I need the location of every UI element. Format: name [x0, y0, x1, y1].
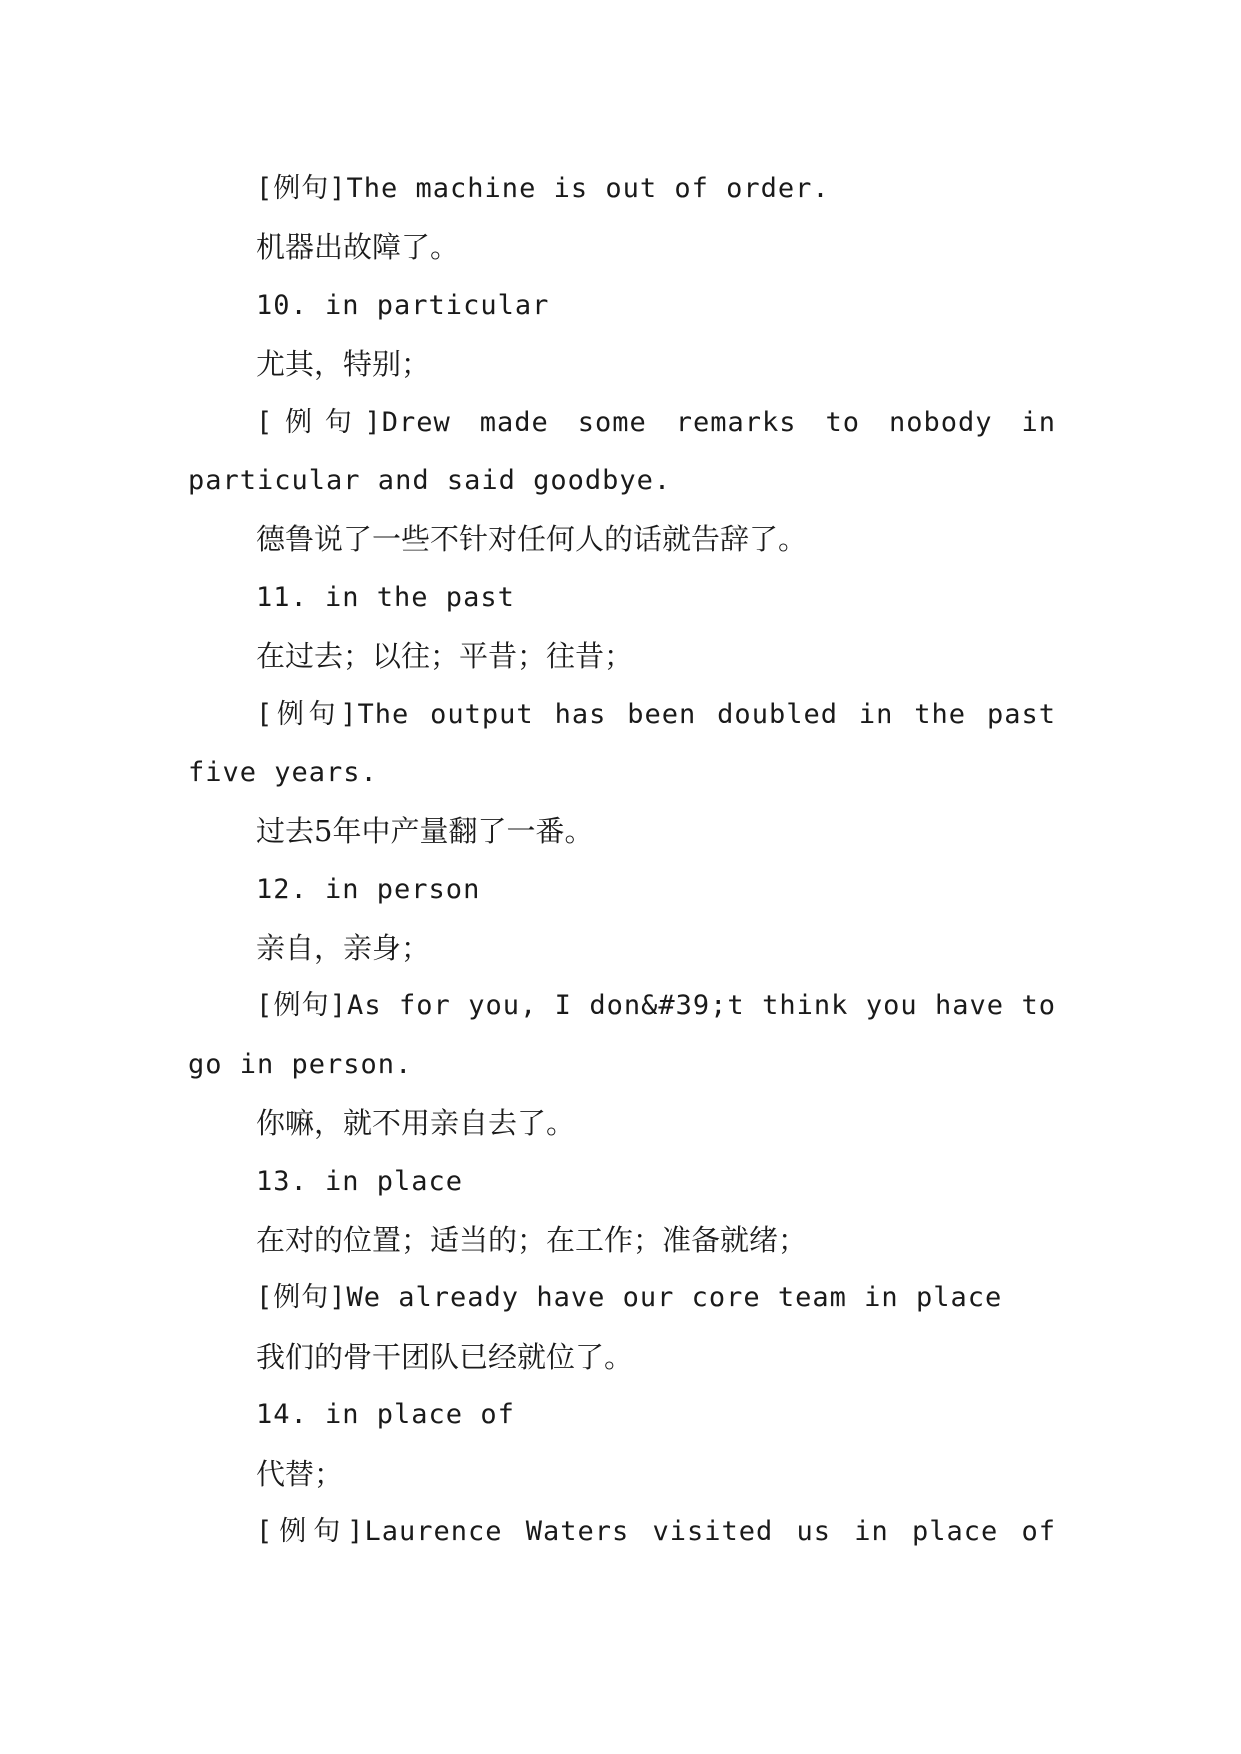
translation: 德鲁说了一些不针对任何人的话就告辞了。	[256, 522, 808, 557]
translation: 机器出故障了。	[256, 230, 460, 265]
phrase-heading: 12. in person	[256, 873, 481, 905]
example-sentence: [例句]We already have our core team in place	[256, 1282, 1003, 1314]
phrase-meaning: 在对的位置；适当的；在工作；准备就绪；	[256, 1223, 808, 1258]
example-sentence: [例句]Laurence Waters visited us in place of	[256, 1515, 1056, 1547]
phrase-meaning: 亲自，亲身；	[256, 931, 431, 966]
example-sentence: [例句]The output has been doubled in the past	[256, 698, 1056, 730]
phrase-meaning: 代替；	[256, 1456, 344, 1491]
phrase-heading: 10. in particular	[256, 289, 550, 321]
phrase-heading: 13. in place	[256, 1165, 464, 1197]
example-sentence-continuation: particular and said goodbye.	[188, 464, 672, 496]
document-body	[188, 160, 1056, 1561]
translation: 过去5年中产量翻了一番。	[256, 814, 594, 849]
example-sentence-continuation: five years.	[188, 756, 378, 788]
example-sentence: [例句]As for you, I don&#39;t think you have to	[256, 990, 1056, 1022]
phrase-heading: 14. in place of	[256, 1399, 515, 1431]
phrase-heading: 11. in the past	[256, 581, 515, 613]
example-sentence: [例句]The machine is out of order.	[256, 173, 830, 204]
translation: 我们的骨干团队已经就位了。	[256, 1339, 634, 1374]
translation: 你嘛，就不用亲自去了。	[256, 1106, 576, 1141]
phrase-meaning: 尤其，特别；	[256, 347, 431, 382]
phrase-meaning: 在过去；以往；平昔；往昔；	[256, 639, 634, 674]
example-sentence: [例句]Drew made some remarks to nobody in	[256, 406, 1056, 438]
example-sentence-continuation: go in person.	[188, 1048, 413, 1080]
